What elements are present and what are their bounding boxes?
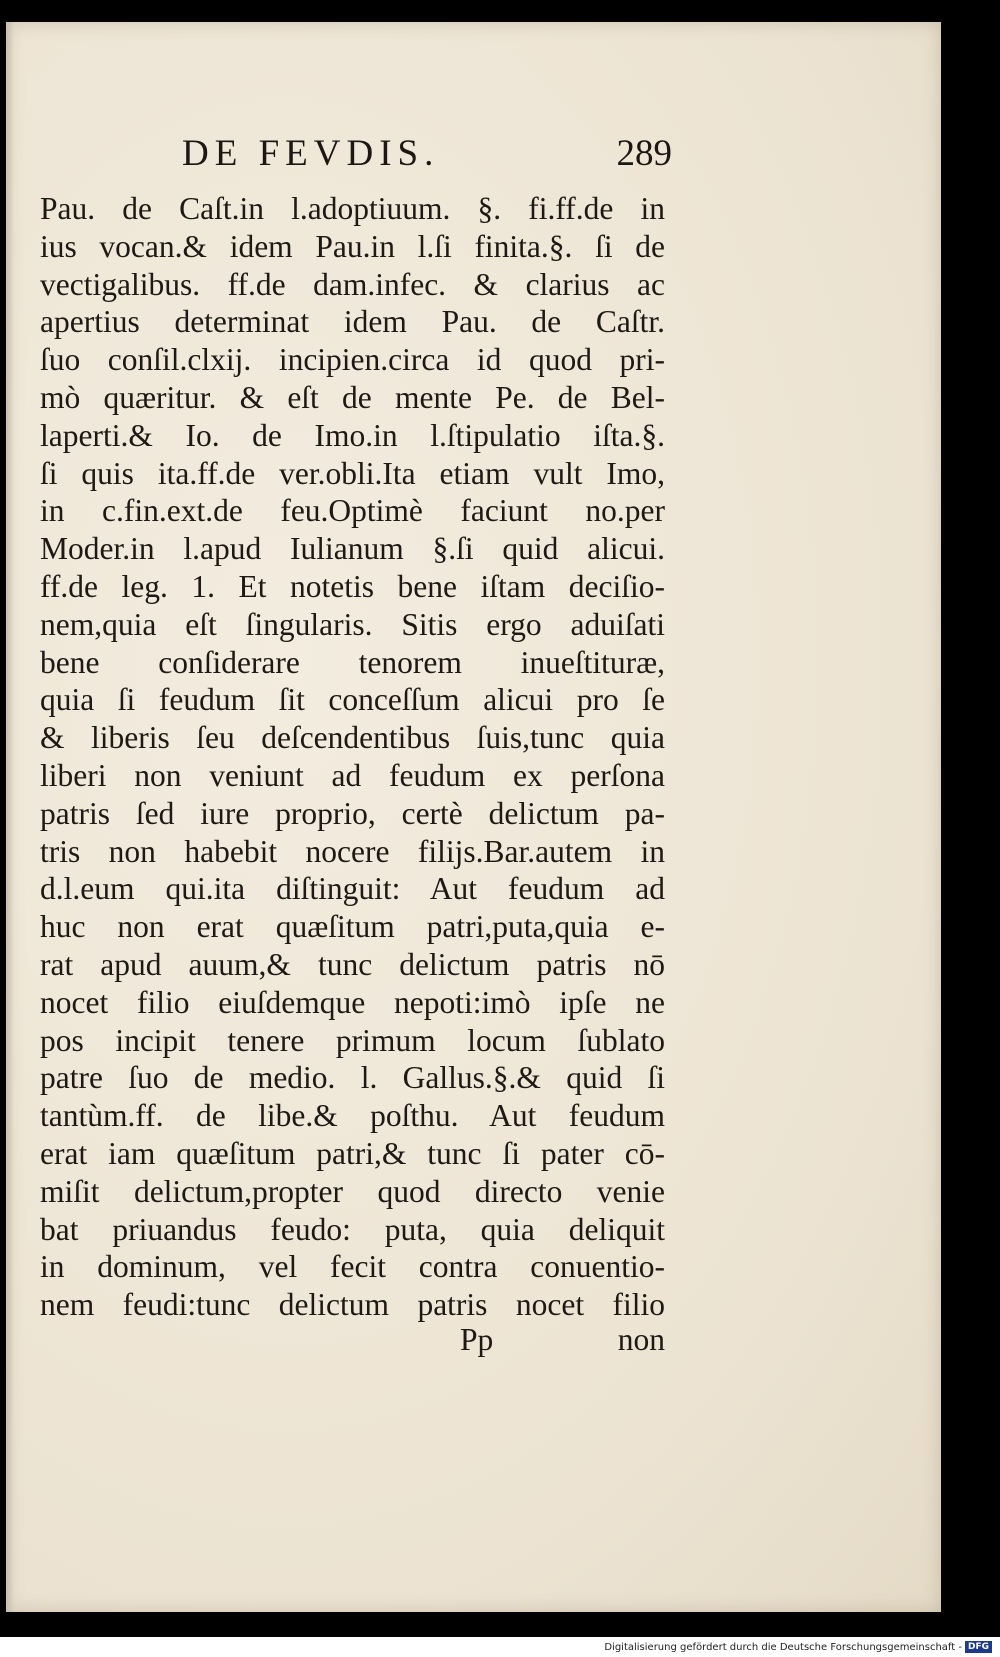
text-line: tantùm.ff. de libe.& poſthu. Aut feudum bbox=[40, 1098, 665, 1134]
text-line: miſit delictum,propter quod directo venie bbox=[40, 1173, 665, 1209]
text-line: in dominum, vel fecit contra conuentio- bbox=[40, 1249, 665, 1285]
text-line: ſuo conſil.clxij. incipien.circa id quod pri- bbox=[40, 342, 665, 378]
text-line: ius vocan.& idem Pau.in l.ſi finita.§. ſi de bbox=[40, 228, 665, 264]
dfg-logo: DFG bbox=[965, 1641, 992, 1653]
text-line: Pau. de Caſt.in l.adoptiuum. §. fi.ff.de in bbox=[40, 191, 665, 226]
page-gutter-shadow bbox=[6, 22, 14, 1612]
text-line: laperti.& Io. de Imo.in l.ſtipulatio iſta.§. bbox=[40, 417, 665, 453]
text-line: nem feudi:tunc delictum patris nocet filio bbox=[40, 1287, 665, 1323]
text-line: pos incipit tenere primum locum ſublato bbox=[40, 1022, 665, 1058]
book-page bbox=[6, 22, 941, 1612]
text-line: liberi non veniunt ad feudum ex perſona bbox=[40, 757, 665, 793]
body-text bbox=[40, 190, 665, 1324]
catchword: non bbox=[617, 1322, 665, 1357]
text-line: ſi quis ita.ff.de ver.obli.Ita etiam vult Imo, bbox=[40, 455, 665, 491]
text-line: nocet filio eiuſdemque nepoti:imò ipſe ne bbox=[40, 984, 665, 1020]
page-number: 289 bbox=[616, 133, 672, 174]
text-line: apertius determinat idem Pau. de Caſtr. bbox=[40, 304, 665, 340]
text-line: mò quæritur. & eſt de mente Pe. de Bel- bbox=[40, 379, 665, 415]
running-title: DE FEVDIS. bbox=[182, 133, 440, 174]
text-line: patris ſed iure proprio, certè delictum pa- bbox=[40, 795, 665, 831]
signature-mark: Pp bbox=[460, 1322, 494, 1357]
text-line: patre ſuo de medio. l. Gallus.§.& quid ſi bbox=[40, 1060, 665, 1096]
text-line: in c.fin.ext.de feu.Optimè faciunt no.per bbox=[40, 493, 665, 529]
page-header bbox=[42, 132, 672, 192]
page-footer bbox=[40, 1322, 665, 1362]
text-line: ff.de leg. 1. Et notetis bene iſtam deciſio- bbox=[40, 568, 665, 604]
text-line: Moder.in l.apud Iulianum §.ſi quid alicui. bbox=[40, 531, 665, 567]
text-line: & liberis ſeu deſcendentibus ſuis,tunc quia bbox=[40, 720, 665, 756]
text-line: bat priuandus feudo: puta, quia deliquit bbox=[40, 1211, 665, 1247]
text-line: d.l.eum qui.ita diſtinguit: Aut feudum ad bbox=[40, 871, 665, 907]
text-line: rat apud auum,& tunc delictum patris nō bbox=[40, 946, 665, 982]
digitization-credit bbox=[604, 1641, 992, 1653]
text-line: huc non erat quæſitum patri,puta,quia e- bbox=[40, 909, 665, 945]
text-line: nem,quia eſt ſingularis. Sitis ergo aduiſati bbox=[40, 606, 665, 642]
text-line: bene conſiderare tenorem inueſtituræ, bbox=[40, 644, 665, 680]
text-line: vectigalibus. ff.de dam.infec. & clarius ac bbox=[40, 266, 665, 302]
text-line: erat iam quæſitum patri,& tunc ſi pater cō- bbox=[40, 1135, 665, 1171]
credit-text: Digitalisierung gefördert durch die Deutsche Forschungsgemeinschaft - bbox=[604, 1641, 962, 1653]
text-line: tris non habebit nocere filijs.Bar.autem in bbox=[40, 833, 665, 869]
text-line: quia ſi feudum ſit conceſſum alicui pro ſe bbox=[40, 682, 665, 718]
